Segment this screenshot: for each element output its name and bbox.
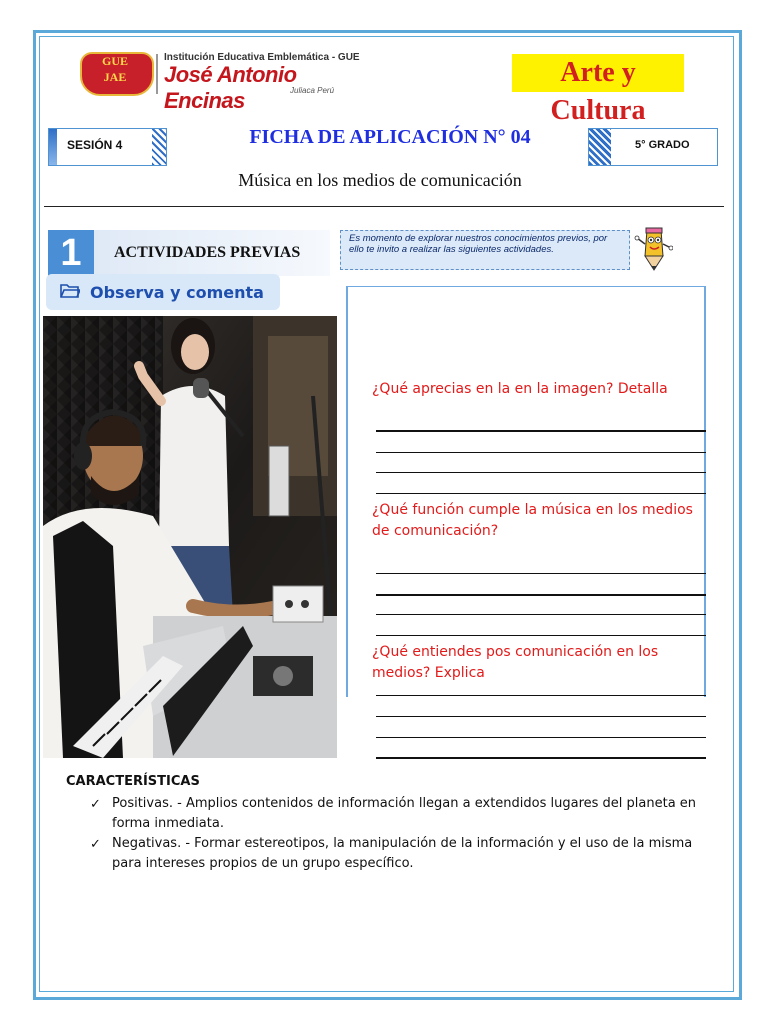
answer-line[interactable]: [376, 472, 706, 473]
characteristic-negative: Negativas. - Formar estereotipos, la manipulación de la información y el uso de la misma para intereses propios de un grupo específico.: [112, 836, 693, 871]
session-stripe-left: [49, 129, 57, 165]
pencil-mascot-icon: [633, 226, 673, 274]
shield-text-top: GUE: [101, 54, 128, 68]
session-label: SESIÓN 4: [67, 138, 123, 152]
school-logo: [80, 52, 380, 113]
characteristics-title: CARACTERÍSTICAS: [66, 774, 200, 789]
answer-line[interactable]: [376, 430, 706, 432]
answer-line[interactable]: [376, 695, 706, 696]
institution-type: Institución Educativa Emblemática - GUE: [164, 52, 360, 63]
grade-badge: [588, 128, 718, 166]
check-icon: ✓: [90, 836, 101, 851]
grade-stripe: [589, 129, 611, 165]
answer-line[interactable]: [376, 716, 706, 717]
answer-line[interactable]: [376, 594, 706, 596]
question-2: ¿Qué función cumple la música en los medios de comunicación?: [372, 502, 693, 539]
question-1: ¿Qué aprecias en la en la imagen? Detalla: [372, 381, 668, 397]
folder-icon: [60, 282, 80, 298]
answer-line[interactable]: [376, 757, 706, 759]
check-icon: ✓: [90, 796, 101, 811]
subject-title: Arte y Cultura: [512, 54, 684, 92]
header-divider: [44, 206, 724, 207]
logo-divider: [156, 54, 158, 94]
answer-line[interactable]: [376, 493, 706, 494]
section-number: 1: [48, 230, 94, 276]
observe-label: Observa y comenta: [90, 283, 264, 302]
shield-text-bottom: JAE: [103, 70, 127, 84]
answer-line[interactable]: [376, 614, 706, 615]
section-label: ACTIVIDADES PREVIAS: [114, 244, 301, 261]
institution-name: José Antonio Encinas: [164, 62, 297, 113]
worksheet-subtitle: Música en los medios de comunicación: [238, 170, 522, 190]
worksheet-title: FICHA DE APLICACIÓN N° 04: [249, 126, 531, 148]
session-stripe-right: [152, 129, 166, 165]
answer-line[interactable]: [376, 452, 706, 453]
session-badge: [48, 128, 167, 166]
answer-line[interactable]: [376, 635, 706, 636]
answer-line[interactable]: [376, 737, 706, 738]
characteristic-positive: Positivas. - Amplios contenidos de información llegan a extendidos lugares del planeta en forma inmediata.: [112, 796, 697, 831]
institution-city: Juliaca Perú: [290, 86, 335, 95]
answer-line[interactable]: [376, 573, 706, 574]
grade-label: 5° GRADO: [635, 139, 690, 151]
intro-note: Es momento de explorar nuestros conocimientos previos, por ello te invito a realizar las siguientes actividades.: [340, 230, 630, 270]
studio-photo: [43, 316, 337, 758]
question-3: ¿Qué entiendes pos comunicación en los medios? Explica: [372, 644, 659, 681]
